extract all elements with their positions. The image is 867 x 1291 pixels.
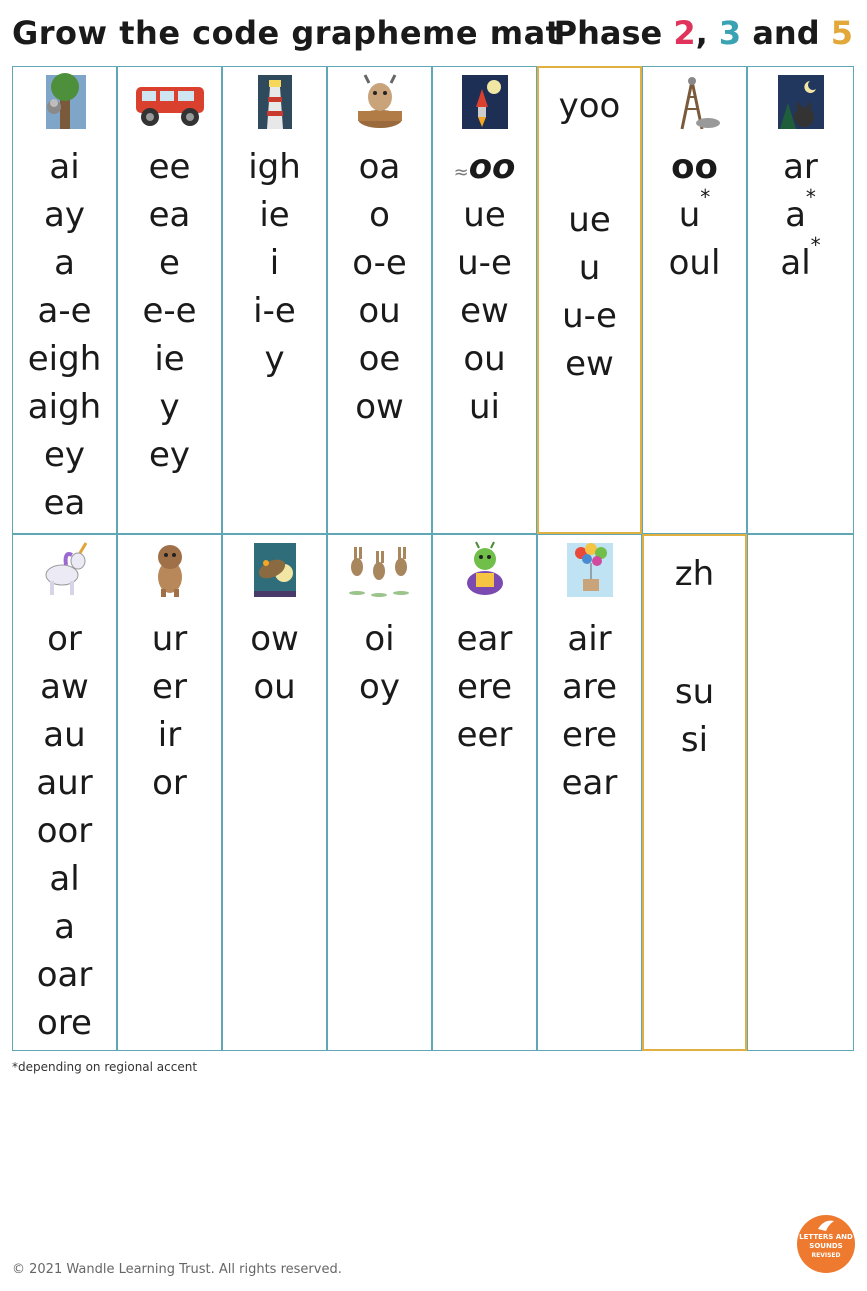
grapheme: a <box>54 907 75 947</box>
grapheme: al <box>49 859 80 899</box>
grapheme-cell-empty <box>747 534 854 1051</box>
grapheme-cell-oo-short <box>642 66 747 534</box>
grapheme: ere <box>456 667 513 707</box>
lighthouse-icon <box>244 73 306 131</box>
grapheme-list <box>643 143 746 287</box>
grapheme: ie <box>154 339 185 379</box>
grapheme-cell-oa <box>327 66 432 534</box>
bird-icon <box>816 1219 836 1233</box>
grapheme-list <box>13 615 116 1047</box>
phase-comma: , <box>695 14 708 52</box>
grapheme-list <box>223 143 326 383</box>
grapheme: ore <box>37 1003 92 1043</box>
grapheme-cell-ar <box>747 66 854 534</box>
grapheme: ai <box>49 147 80 187</box>
grapheme-cell-or <box>12 534 117 1051</box>
grapheme: i-e <box>253 291 296 331</box>
grapheme: o-e <box>352 243 407 283</box>
grapheme-with-asterisk: u* <box>678 185 711 235</box>
night-cat-icon <box>770 73 832 131</box>
grapheme: ee <box>148 147 191 187</box>
grapheme: oul <box>668 243 721 283</box>
furry-dog-icon <box>139 541 201 599</box>
grapheme: ey <box>148 435 191 475</box>
grapheme: ir <box>157 715 182 755</box>
grapheme-cell-zh <box>642 534 747 1051</box>
grapheme-list <box>644 616 745 764</box>
page-title: Grow the code grapheme mat <box>12 14 562 52</box>
grapheme: ey <box>43 435 86 475</box>
grapheme-cell-ai <box>12 66 117 534</box>
grid-row-2 <box>12 534 854 1051</box>
grapheme: are <box>562 667 617 707</box>
owl-icon <box>244 541 306 599</box>
grapheme: y <box>264 339 285 379</box>
grapheme-list <box>433 615 536 759</box>
grapheme-cell-igh <box>222 66 327 534</box>
motion-lines-icon: ≈ <box>453 162 469 183</box>
grapheme: ew <box>565 344 614 384</box>
grapheme-list <box>433 143 536 431</box>
balloon-chair-icon <box>559 541 621 599</box>
grapheme: o <box>369 195 390 235</box>
grapheme: ur <box>151 619 188 659</box>
grapheme-cell-ow <box>222 534 327 1051</box>
grapheme-list <box>328 143 431 431</box>
grapheme: ow <box>250 619 299 659</box>
grapheme-with-asterisk: a* <box>785 185 816 235</box>
grapheme: oo <box>671 147 718 187</box>
grapheme: ue <box>568 200 611 240</box>
grapheme: su <box>674 672 715 712</box>
unicorn-icon <box>34 541 96 599</box>
grapheme: ay <box>44 195 85 235</box>
grapheme: oe <box>358 339 401 379</box>
grapheme: a-e <box>37 291 92 331</box>
grapheme: or <box>47 619 82 659</box>
grapheme-list <box>328 615 431 711</box>
phase-and: and <box>741 14 831 52</box>
grapheme: aw <box>40 667 89 707</box>
grapheme-list <box>538 615 641 807</box>
grapheme-cell-yoo <box>537 66 642 534</box>
grapheme: u-e <box>562 296 617 336</box>
grapheme: u-e <box>457 243 512 283</box>
red-jeep-icon <box>130 73 210 131</box>
cell-header: zh <box>674 554 715 594</box>
tree-lemur-icon <box>34 73 96 131</box>
grapheme-grid <box>12 66 854 1051</box>
grapheme-list <box>118 615 221 807</box>
phase-heading <box>554 14 853 52</box>
phase-5-number: 5 <box>830 14 853 52</box>
grapheme-list <box>223 615 326 711</box>
grapheme: air <box>567 619 612 659</box>
grapheme-cell-oi <box>327 534 432 1051</box>
goat-in-boat-icon <box>349 73 411 131</box>
letters-and-sounds-logo: LETTERS AND SOUNDS REVISED <box>797 1215 855 1273</box>
grapheme: ou <box>253 667 296 707</box>
grapheme: eer <box>456 715 513 755</box>
grapheme: ue <box>463 195 506 235</box>
grapheme: a <box>54 243 75 283</box>
grapheme: ew <box>460 291 509 331</box>
grapheme: oa <box>358 147 401 187</box>
grapheme: e-e <box>142 291 197 331</box>
grapheme: si <box>680 720 709 760</box>
grapheme: ear <box>456 619 513 659</box>
rocket-moon-icon <box>454 73 516 131</box>
crane-tower-icon <box>664 73 726 131</box>
grapheme: ou <box>358 291 401 331</box>
grapheme: er <box>152 667 187 707</box>
phase-prefix: Phase <box>553 14 674 52</box>
grapheme: igh <box>248 147 301 187</box>
footnote: *depending on regional accent <box>12 1060 198 1074</box>
grapheme-list <box>118 143 221 479</box>
grapheme-cell-ue <box>432 66 537 534</box>
grapheme: oi <box>364 619 395 659</box>
cell-header: yoo <box>558 86 621 126</box>
grapheme: oy <box>359 667 400 707</box>
grapheme-cell-ur <box>117 534 222 1051</box>
grid-row-1 <box>12 66 854 534</box>
grapheme: ui <box>469 387 500 427</box>
phase-2-number: 2 <box>673 14 696 52</box>
grapheme: oar <box>36 955 93 995</box>
grapheme-cell-ee <box>117 66 222 534</box>
grapheme: u <box>578 248 601 288</box>
grapheme-list <box>539 144 640 388</box>
grapheme-list <box>748 143 853 287</box>
spacer <box>644 616 745 668</box>
grapheme-with-asterisk: al* <box>780 233 821 283</box>
grapheme: ere <box>561 715 618 755</box>
spacer <box>539 144 640 196</box>
grapheme: ar <box>783 147 818 187</box>
grapheme: ow <box>355 387 404 427</box>
grapheme: oor <box>36 811 93 851</box>
dancing-rabbits-icon <box>345 541 415 599</box>
grapheme: ou <box>463 339 506 379</box>
copyright: © 2021 Wandle Learning Trust. All rights reserved. <box>12 1262 342 1277</box>
grapheme: eigh <box>27 339 102 379</box>
alien-reading-icon <box>454 541 516 599</box>
grapheme: y <box>159 387 180 427</box>
grapheme: ie <box>259 195 290 235</box>
grapheme-cell-ear <box>432 534 537 1051</box>
grapheme-oo-long: ≈oo <box>453 147 516 187</box>
grapheme: or <box>152 763 187 803</box>
grapheme: au <box>43 715 86 755</box>
grapheme: aur <box>36 763 93 803</box>
grapheme: ea <box>148 195 191 235</box>
grapheme-list <box>13 143 116 527</box>
phase-3-number: 3 <box>718 14 742 52</box>
grapheme: i <box>269 243 280 283</box>
grapheme: aigh <box>27 387 102 427</box>
grapheme: ear <box>561 763 618 803</box>
grapheme: ea <box>43 483 86 523</box>
grapheme: e <box>159 243 180 283</box>
grapheme-cell-air <box>537 534 642 1051</box>
